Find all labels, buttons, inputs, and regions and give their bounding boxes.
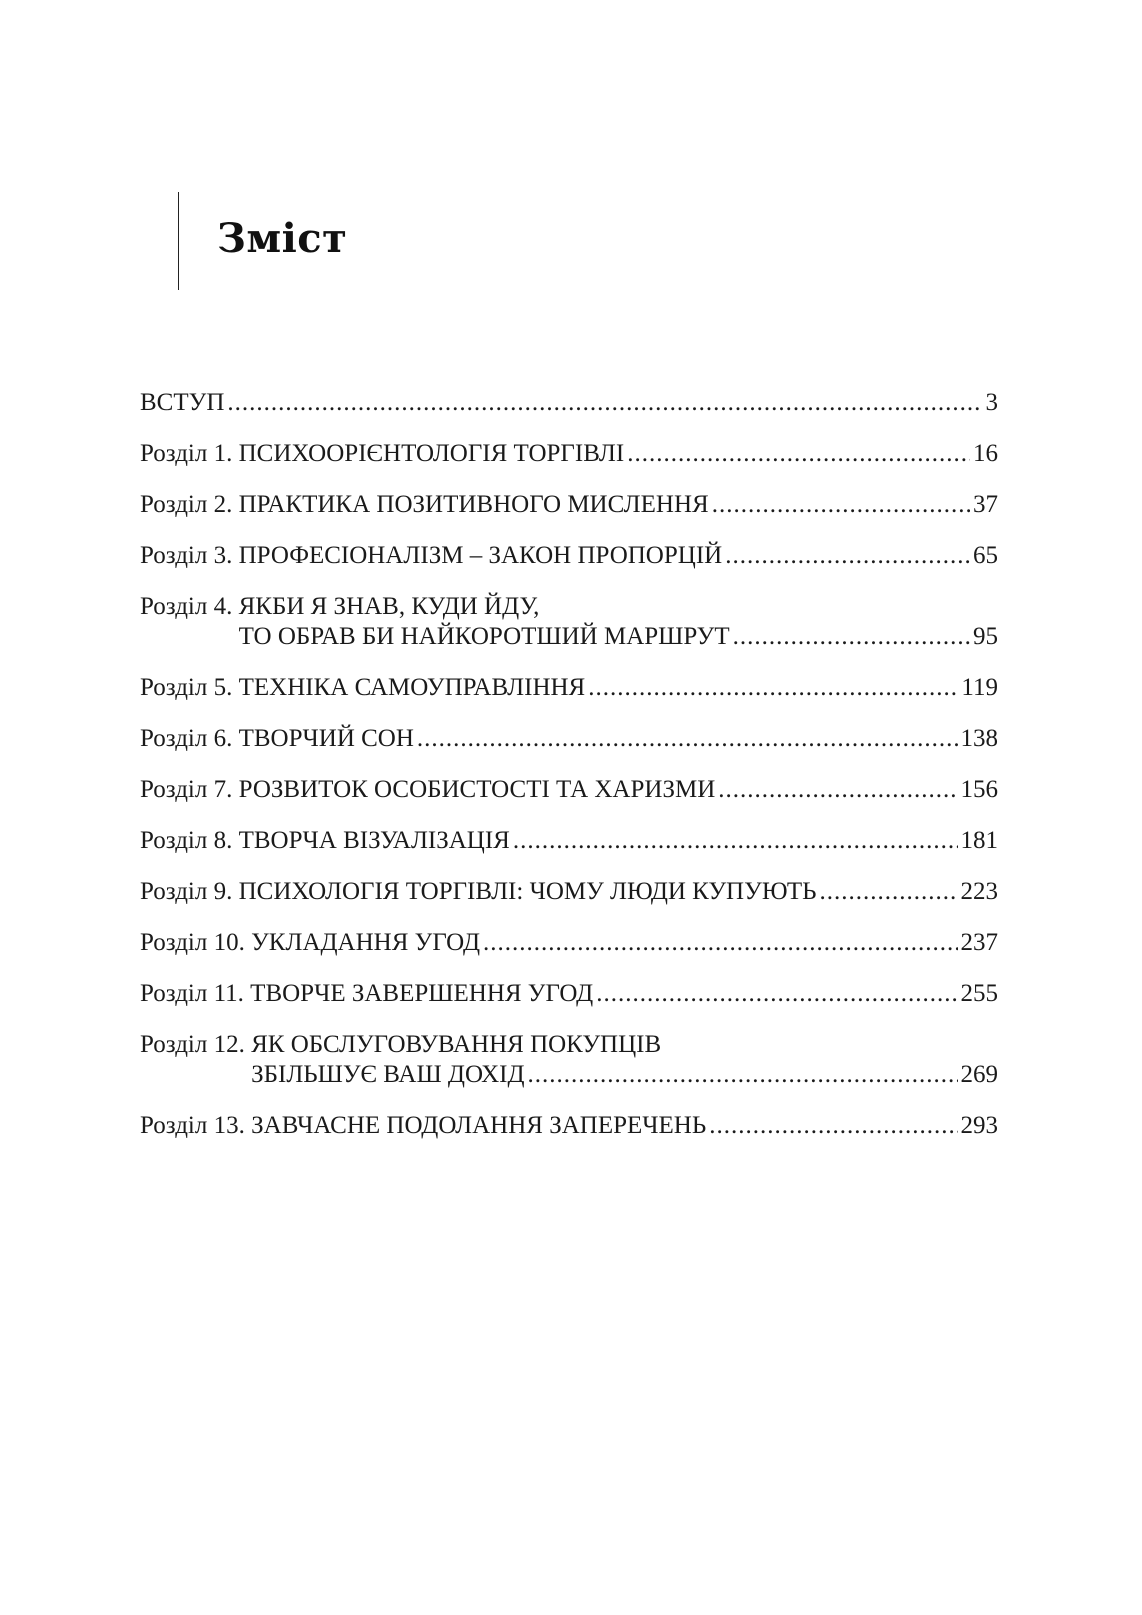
toc-entry-chapter-4[interactable] — [140, 592, 998, 652]
dot-leader — [513, 826, 958, 856]
toc-chapter-label: Розділ 7. — [140, 776, 239, 803]
toc-chapter-label: Розділ 1. — [140, 440, 239, 467]
dot-leader — [588, 673, 958, 703]
toc-entry-chapter-12[interactable] — [140, 1030, 998, 1090]
toc-page-number: 181 — [960, 827, 998, 854]
toc-entry-title: ЗАВЧАСНЕ ПОДОЛАННЯ ЗАПЕРЕЧЕНЬ — [251, 1112, 707, 1139]
toc-entry-chapter-6[interactable] — [140, 724, 998, 754]
toc-entry-title: ПСИХООРІЄНТОЛОГІЯ ТОРГІВЛІ — [238, 440, 625, 467]
page-title: Зміст — [217, 215, 348, 262]
dot-leader — [733, 622, 970, 652]
toc-entry-title: ПРОФЕСІОНАЛІЗМ – ЗАКОН ПРОПОРЦІЙ — [238, 542, 723, 569]
toc-entry-title: ТВОРЧЕ ЗАВЕРШЕННЯ УГОД — [250, 980, 594, 1007]
toc-entry-title: ПРАКТИКА ПОЗИТИВНОГО МИСЛЕННЯ — [238, 491, 709, 518]
dot-leader — [596, 979, 957, 1009]
toc-entry-title-line-2: ТО ОБРАВ БИ НАЙКОРОТШИЙ МАРШРУТ — [238, 623, 730, 650]
toc-chapter-label: Розділ 5. — [140, 674, 239, 701]
toc-entry-chapter-5[interactable] — [140, 673, 998, 703]
toc-chapter-label: Розділ 11. — [140, 980, 251, 1007]
toc-entry-chapter-9[interactable] — [140, 877, 998, 907]
toc-page-number: 138 — [960, 725, 998, 752]
toc-entry-title: ВСТУП — [140, 389, 225, 416]
toc-chapter-label: Розділ 4. — [140, 593, 239, 620]
toc-entry-intro[interactable] — [140, 388, 998, 418]
toc-entry-chapter-11[interactable] — [140, 979, 998, 1009]
dot-leader — [712, 490, 970, 520]
toc-chapter-label: Розділ 10. — [140, 929, 252, 956]
dot-leader — [718, 775, 957, 805]
toc-page-number: 237 — [960, 929, 998, 956]
toc-chapter-label: Розділ 13. — [140, 1112, 252, 1139]
dot-leader — [417, 724, 958, 754]
dot-leader — [528, 1060, 958, 1090]
toc-entry-chapter-3[interactable] — [140, 541, 998, 571]
toc-page-number: 65 — [973, 542, 998, 569]
toc-entry-title: РОЗВИТОК ОСОБИСТОСТІ ТА ХАРИЗМИ — [238, 776, 716, 803]
dot-leader — [709, 1111, 957, 1141]
toc-page-number: 95 — [973, 623, 998, 650]
title-vertical-rule — [178, 192, 179, 290]
toc-entry-title-line-2: ЗБІЛЬШУЄ ВАШ ДОХІД — [251, 1061, 525, 1088]
toc-entry-title: ПСИХОЛОГІЯ ТОРГІВЛІ: ЧОМУ ЛЮДИ КУПУЮТЬ — [238, 878, 817, 905]
toc-chapter-label: Розділ 12. — [140, 1031, 252, 1058]
toc-page-number: 37 — [973, 491, 998, 518]
toc-chapter-label: Розділ 2. — [140, 491, 239, 518]
toc-entry-chapter-10[interactable] — [140, 928, 998, 958]
dot-leader — [483, 928, 957, 958]
dot-leader — [725, 541, 970, 571]
toc-page-number: 156 — [960, 776, 998, 803]
toc-entry-chapter-13[interactable] — [140, 1111, 998, 1141]
toc-page-number: 269 — [960, 1061, 998, 1088]
dot-leader — [627, 439, 970, 469]
toc-entry-title: ТЕХНІКА САМОУПРАВЛІННЯ — [238, 674, 586, 701]
toc-entry-title: ТВОРЧА ВІЗУАЛІЗАЦІЯ — [238, 827, 510, 854]
toc-chapter-label: Розділ 8. — [140, 827, 239, 854]
toc-chapter-label: Розділ 9. — [140, 878, 239, 905]
toc-entry-chapter-7[interactable] — [140, 775, 998, 805]
table-of-contents — [140, 388, 998, 1162]
dot-leader — [820, 877, 958, 907]
toc-entry-title-line-1: ЯК ОБСЛУГОВУВАННЯ ПОКУПЦІВ — [251, 1031, 662, 1058]
toc-page-number: 3 — [985, 389, 998, 416]
toc-entry-title: ТВОРЧИЙ СОН — [238, 725, 414, 752]
toc-page-number: 119 — [961, 674, 998, 701]
toc-page-number: 223 — [960, 878, 998, 905]
toc-page-number: 255 — [960, 980, 998, 1007]
toc-entry-chapter-2[interactable] — [140, 490, 998, 520]
toc-entry-title: УКЛАДАННЯ УГОД — [251, 929, 481, 956]
toc-entry-chapter-1[interactable] — [140, 439, 998, 469]
toc-chapter-label: Розділ 3. — [140, 542, 239, 569]
toc-page-number: 293 — [960, 1112, 998, 1139]
dot-leader — [227, 388, 982, 418]
toc-chapter-label: Розділ 6. — [140, 725, 239, 752]
toc-entry-chapter-8[interactable] — [140, 826, 998, 856]
toc-page-number: 16 — [973, 440, 998, 467]
toc-entry-title-line-1: ЯКБИ Я ЗНАВ, КУДИ ЙДУ, — [238, 593, 540, 620]
